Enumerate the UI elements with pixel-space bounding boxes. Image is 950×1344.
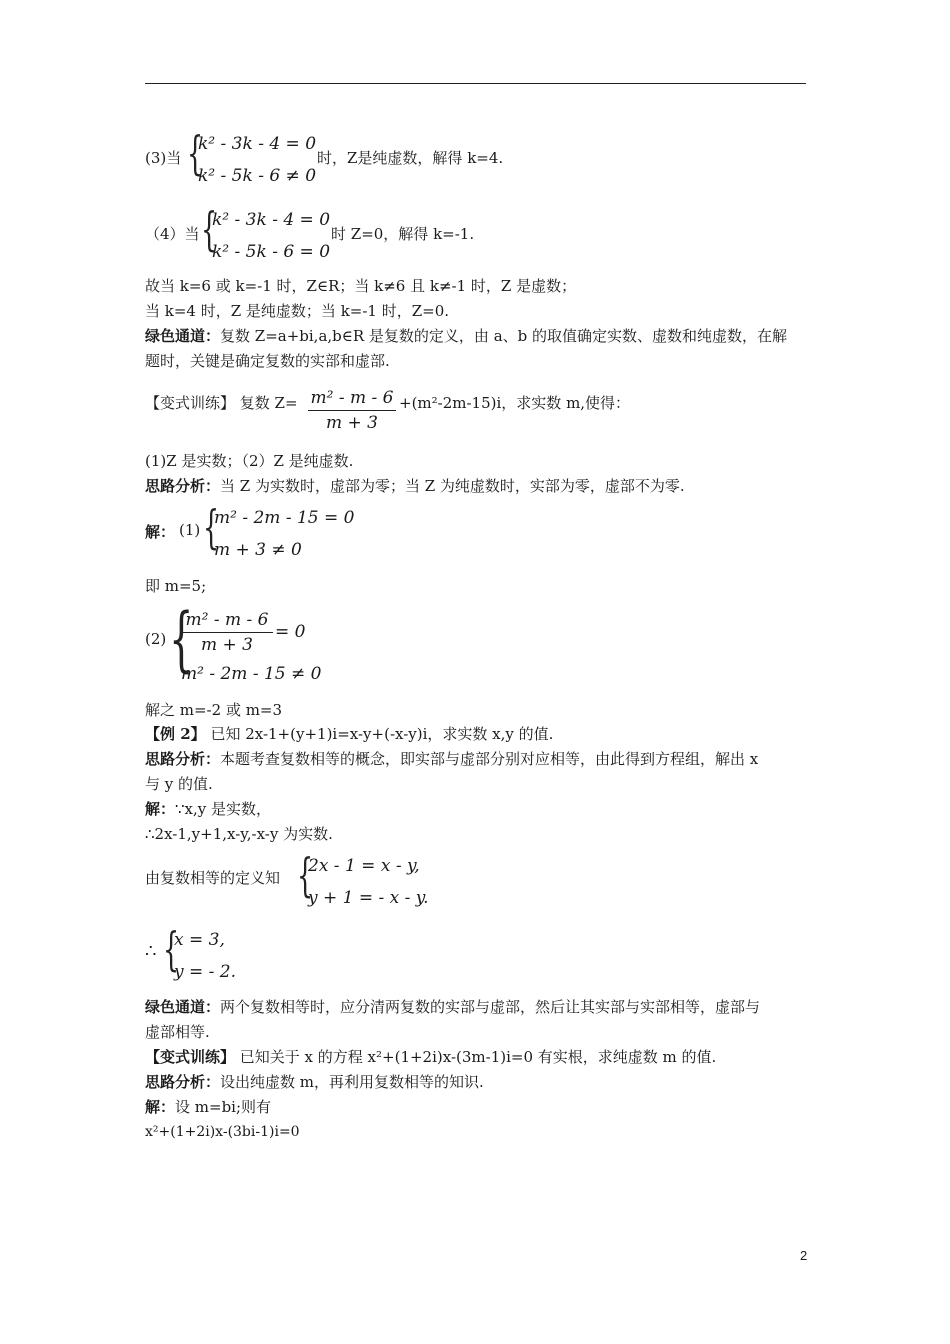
therefore-symbol: ∴ xyxy=(145,941,157,962)
solution-part: (2) xyxy=(145,630,167,648)
brace: { xyxy=(169,598,194,680)
analysis-text: 设出纯虚数 m，再利用复数相等的知识. xyxy=(220,1073,484,1091)
solution4-line-1 xyxy=(145,1097,271,1117)
brace: { xyxy=(203,500,220,554)
example-text: 已知 2x-1+(y+1)i=x-y+(-x-y)i，求实数 x,y 的值. xyxy=(205,725,554,743)
solution2-fraction xyxy=(181,610,273,655)
answer-eq2: y = - 2. xyxy=(174,962,237,982)
fraction-denominator: m + 3 xyxy=(326,413,378,433)
equality-eq1: 2x - 1 = x - y, xyxy=(308,856,420,876)
fraction-numerator: m² - m - 6 xyxy=(181,610,273,633)
solution1-eq2: m + 3 ≠ 0 xyxy=(214,540,302,560)
solution-label: 解： xyxy=(145,800,176,818)
case4-suffix: 时 Z=0，解得 k=-1. xyxy=(331,225,475,243)
green-channel-label: 绿色通道： xyxy=(145,998,221,1016)
brace: { xyxy=(297,848,314,902)
page-number: 2 xyxy=(800,1248,808,1263)
case4-eq1: k² - 3k - 4 = 0 xyxy=(212,210,331,230)
example2 xyxy=(145,724,553,744)
variant1-suffix: +(m²-2m-15)i，求实数 m,使得： xyxy=(399,394,631,412)
analysis-label: 思路分析： xyxy=(145,477,221,495)
analysis-text: 当 Z 为实数时，虚部为零；当 Z 为纯虚数时，实部为零，虚部不为零. xyxy=(220,477,685,495)
solution3-line-1 xyxy=(145,799,271,819)
fraction-denominator: m + 3 xyxy=(201,635,253,655)
analysis-label: 思路分析： xyxy=(145,750,221,768)
brace: { xyxy=(201,202,218,256)
solution4-equation: x²+(1+2i)x-(3bi-1)i=0 xyxy=(145,1124,300,1140)
case3-eq1: k² - 3k - 4 = 0 xyxy=(198,134,317,154)
green-channel-text: 两个复数相等时，应分清两复数的实部与虚部，然后让其实部与实部相等，虚部与 xyxy=(220,998,761,1016)
analysis-2 xyxy=(145,749,758,769)
equality-eq2: y + 1 = - x - y. xyxy=(308,888,429,908)
green-channel-2-cont: 虚部相等. xyxy=(145,1023,210,1041)
solution-text: ∵x,y 是实数， xyxy=(175,800,272,818)
solution3-line-2: ∴2x-1,y+1,x-y,-x-y 为实数. xyxy=(145,825,333,843)
equality-definition: 由复数相等的定义知 xyxy=(145,869,281,887)
summary-line-1: 故当 k=6 或 k=-1 时，Z∈R；当 k≠6 且 k≠-1 时，Z 是虚数； xyxy=(145,277,577,295)
analysis-2-cont: 与 y 的值. xyxy=(145,775,213,793)
solution2-eq2: m² - 2m - 15 ≠ 0 xyxy=(181,664,322,684)
solution-part: (1) xyxy=(179,521,201,539)
analysis-text: 本题考查复数相等的概念，即实部与虚部分别对应相等，由此得到方程组，解出 x xyxy=(220,750,759,768)
variant2 xyxy=(145,1047,716,1067)
case4-eq2: k² - 5k - 6 = 0 xyxy=(212,242,331,262)
solution-text: 设 m=bi;则有 xyxy=(175,1098,272,1116)
solution2-result: 解之 m=-2 或 m=3 xyxy=(145,701,283,719)
brace: { xyxy=(163,922,180,976)
variant1-question: (1)Z 是实数；（2）Z 是纯虚数. xyxy=(145,452,354,470)
case3-eq2: k² - 5k - 6 ≠ 0 xyxy=(198,166,317,186)
variant1-prefix: 【变式训练】 复数 Z= xyxy=(145,394,298,412)
green-channel-1 xyxy=(145,326,787,346)
answer-eq1: x = 3, xyxy=(174,930,225,950)
analysis-1 xyxy=(145,476,685,496)
case3-suffix: 时，Z是纯虚数，解得 k=4. xyxy=(317,149,504,167)
green-channel-text: 复数 Z=a+bi,a,b∈R 是复数的定义，由 a、b 的取值确定实数、虚数和纯虚数，在解 xyxy=(220,327,788,345)
analysis-label: 思路分析： xyxy=(145,1073,221,1091)
green-channel-label: 绿色通道： xyxy=(145,327,221,345)
green-channel-2 xyxy=(145,997,760,1017)
variant-label: 【变式训练】 xyxy=(145,1048,236,1066)
case4-prefix: （4）当 xyxy=(145,225,200,243)
variant1-fraction xyxy=(308,388,396,433)
solution-label: 解： xyxy=(145,1098,176,1116)
solution2-eq1-tail: = 0 xyxy=(275,622,306,642)
header-rule xyxy=(145,83,806,84)
solution-label: 解： xyxy=(145,523,176,541)
solution1-eq1: m² - 2m - 15 = 0 xyxy=(214,508,355,528)
summary-line-2: 当 k=4 时，Z 是纯虚数；当 k=-1 时，Z=0. xyxy=(145,302,450,320)
analysis-3 xyxy=(145,1072,484,1092)
example-label: 【例 2】 xyxy=(145,725,206,743)
fraction-numerator: m² - m - 6 xyxy=(308,388,396,411)
brace: { xyxy=(187,126,204,180)
green-channel-1-cont: 题时，关键是确定复数的实部和虚部. xyxy=(145,352,390,370)
solution1-result: 即 m=5; xyxy=(145,577,207,595)
case3-prefix: (3)当 xyxy=(145,149,182,167)
variant-text: 已知关于 x 的方程 x²+(1+2i)x-(3m-1)i=0 有实根，求纯虚数 m 的值. xyxy=(235,1048,717,1066)
